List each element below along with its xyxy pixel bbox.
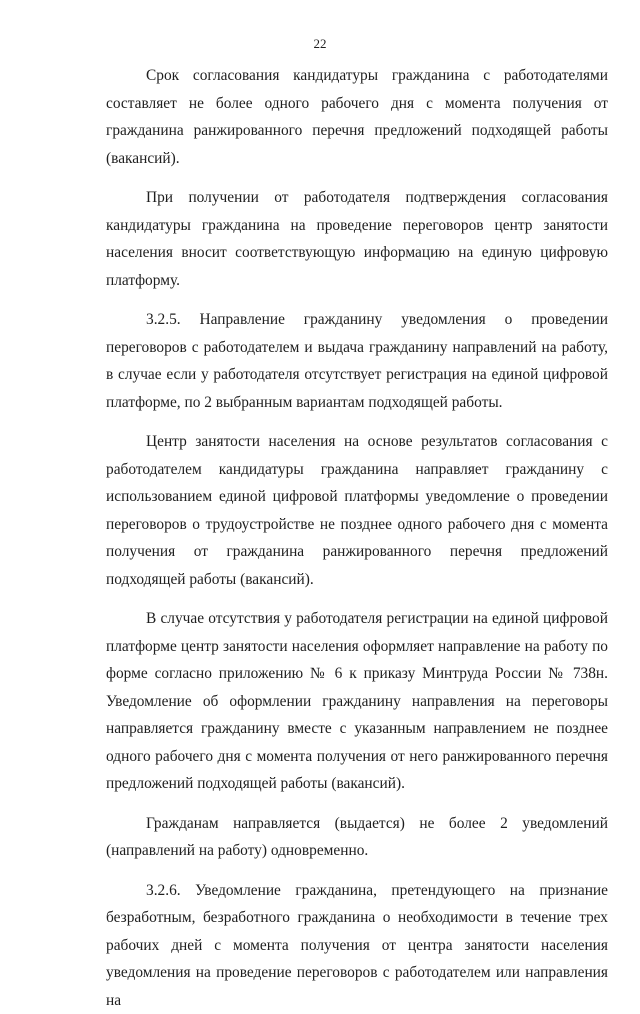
paragraph-notification-sending: Центр занятости населения на основе результатов согласования с работодателем кандидатуры гражданина направляет гражданину с использованием единой цифровой платформы уведомление о проведении переговоров о трудоустройстве не позднее одного рабочего дня с момента получения от гражданина ранжированного перечня предложений подходящей работы (вакансий).	[106, 428, 608, 593]
paragraph-section-3-2-5: 3.2.5. Направление гражданину уведомления о проведении переговоров с работодателем и выдача гражданину направлений на работу, в случае если у работодателя отсутствует регистрация на единой цифровой платформе, по 2 выбранным вариантам подходящей работы.	[106, 306, 608, 416]
page-number: 22	[0, 36, 640, 52]
paragraph-notification-limit: Гражданам направляется (выдается) не более 2 уведомлений (направлений на работу) одновременно.	[106, 810, 608, 865]
paragraph-approval-term: Срок согласования кандидатуры гражданина с работодателями составляет не более одного рабочего дня с момента получения от гражданина ранжированного перечня предложений подходящей работы (вакансий).	[106, 62, 608, 172]
document-body	[106, 62, 608, 1014]
paragraph-section-3-2-6: 3.2.6. Уведомление гражданина, претендующего на признание безработным, безработного гражданина о необходимости в течение трех рабочих дней с момента получения от центра занятости населения уведомления на проведение переговоров с работодателем или направления на	[106, 877, 608, 1014]
paragraph-no-registration: В случае отсутствия у работодателя регистрации на единой цифровой платформе центр занятости населения оформляет направление на работу по форме согласно приложению № 6 к приказу Минтруда России № 738н. Уведомление об оформлении гражданину направления на переговоры направляется гражданину вместе с указанным направлением не позднее одного рабочего дня с момента получения от него ранжированного перечня предложений подходящей работы (вакансий).	[106, 605, 608, 798]
paragraph-approval-confirmation: При получении от работодателя подтверждения согласования кандидатуры гражданина на проведение переговоров центр занятости населения вносит соответствующую информацию на единую цифровую платформу.	[106, 184, 608, 294]
